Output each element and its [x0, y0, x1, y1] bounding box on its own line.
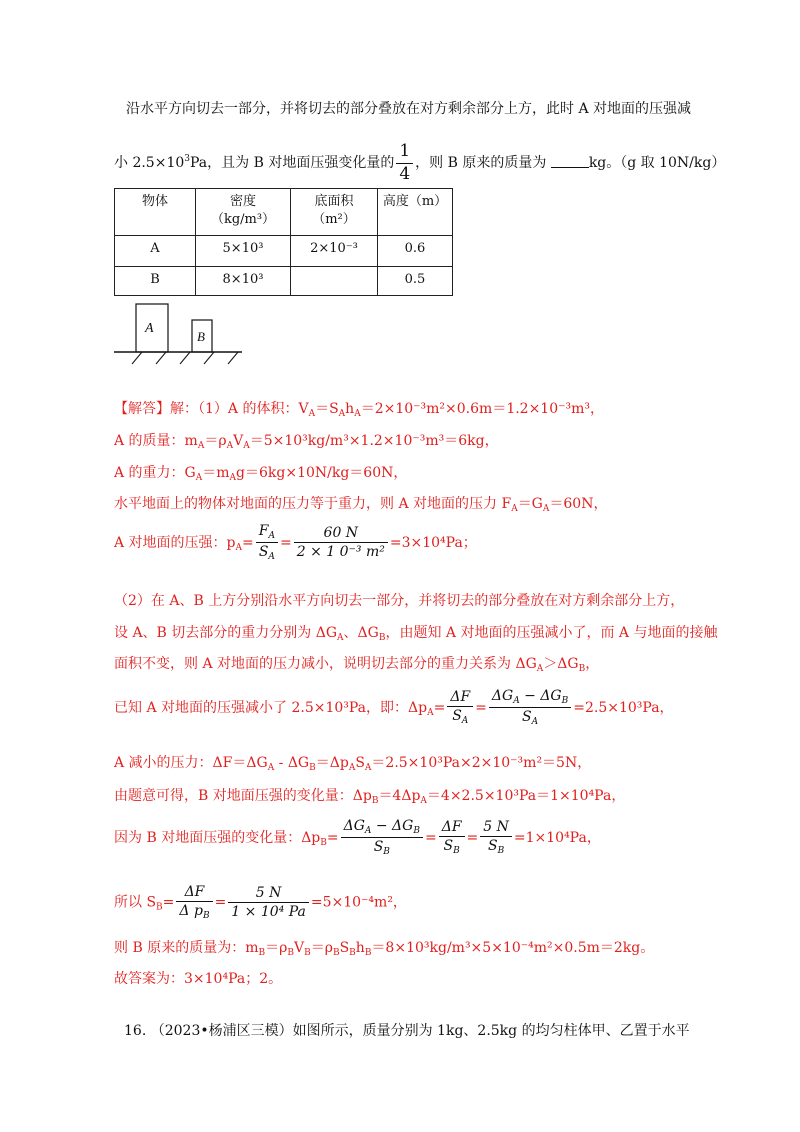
table-cell: 0.6: [378, 236, 453, 267]
table-header-cell: 密度 （kg/m³）: [196, 189, 291, 236]
table-row: [115, 267, 453, 296]
next-question: [124, 1020, 690, 1040]
solution-line-2: A 的质量：$m_A=\rho_AV_A=5\times 10^3kg/m^3\times 1.2\times 10^{-3}m^3=6kg$，: [114, 433, 499, 451]
answer-blank: [551, 155, 589, 168]
solution-line-8: 面积不变，则 A 对地面的压力减小，说明切去部分的重力关系为 $\Delta G_A>\Delta G_B$，: [114, 656, 600, 674]
solution-line-12: 因为 B 对地面压强的变化量：$\Delta p_B=$ $\frac{\Delta G_A - \Delta G_B}{S_B}$ = $\frac{\Delta F}{S_B}$ = $\frac{5 N}{S_B}$ =1×10⁴Pa，: [114, 818, 601, 858]
solution-line-13: 所以 $S_B=$ $\frac{\Delta F}{\Delta p_B}$ = $\frac{5 N}{\text{1 × 10⁴ Pa}}$ =5×10⁻⁴m²，: [114, 884, 407, 922]
ground-hatch: [132, 352, 142, 364]
table-cell: 8×10³: [196, 267, 291, 296]
table-cell: 0.5: [378, 267, 453, 296]
table-cell: [291, 267, 378, 296]
table-header-cell: 底面积 （m²）: [291, 189, 378, 236]
solution-line-14: 则 B 原来的质量为：$m_B=\rho_BV_B=\rho_BS_Bh_B=8\times 10^3kg/m^3\times 5\times 10^{-4}m^2\times 0.5m=2kg$。: [114, 940, 655, 958]
table-cell: 2×10⁻³: [291, 236, 378, 267]
properties-table: [114, 188, 453, 296]
solution-line-6: （2）在 A、B 上方分别沿水平方向切去一部分，并将切去的部分叠放在对方剩余部分上方，: [114, 593, 685, 609]
table-cell: A: [115, 236, 196, 267]
question-line-2: 小 $2.5\times 10^3Pa$，且为 B 对地面压强变化量的 $\frac{1}{4}$ ，则 B 原来的质量为 kg。（g 取 10N/kg）: [114, 141, 726, 184]
table-row: [115, 236, 453, 267]
solution-line-15: 故答案为：3×10⁴Pa；2。: [114, 971, 283, 987]
ground-hatch: [228, 352, 238, 364]
table-header-cell: 高度（m）: [378, 189, 453, 236]
blocks-figure: [112, 300, 252, 370]
ground-hatch: [180, 352, 190, 364]
solution-line-11: 由题意可得，B 对地面压强的变化量：$\Delta p_B=4\Delta p_A=4\times 2.5\times 10^3Pa=1\times 10^4Pa$，: [114, 788, 626, 806]
fraction-quarter: $\frac{1}{4}$: [396, 142, 413, 184]
solution-line-4: 水平地面上的物体对地面的压力等于重力，则 A 对地面的压力 $F_A=G_A=60N$，: [114, 496, 608, 514]
question-text: （2023•杨浦区三模）如图所示，质量分别为 1kg、2.5kg 的均匀柱体甲、乙置于水平: [150, 1023, 690, 1039]
solution-line-5: A 对地面的压强：$p_A=$ $\frac{F_A}{S_A}$ = $\frac{60 N}{\text{2 × 1 0⁻³ m²}}$ =3×10⁴Pa；: [114, 523, 477, 563]
ground-hatch: [204, 352, 214, 364]
solution-line-9: 已知 A 对地面的压强减小了 2.5×10³Pa，即：$\Delta p_A=$ $\frac{\Delta F}{S_A}$ = $\frac{\Delta G_A - \Delta G_B}{S_A}$ =2.5×10³Pa，: [114, 688, 674, 728]
ground-hatch: [156, 352, 166, 364]
block-a-label: A: [145, 321, 154, 336]
solution-line-7: 设 A、B 切去部分的重力分别为 $\Delta G_A$、$\Delta G_B$，由题知 A 对地面的压强减小了，而 A 与地面的接触: [114, 625, 718, 643]
question-number: 16.: [124, 1023, 147, 1039]
question-line-1: 沿水平方向切去一部分，并将切去的部分叠放在对方剩余部分上方，此时 A 对地面的压强减: [126, 101, 692, 117]
solution-line-10: A 减小的压力：$\Delta F=\Delta G_A - \Delta G_B=\Delta p_AS_A=2.5\times 10^3Pa\times 2\times 10^{-3}m^2=5N$，: [114, 755, 592, 773]
solution-line-3: A 的重力：$G_A=m_Ag=6kg\times 10N/kg=60N$，: [114, 465, 408, 483]
block-b-label: B: [197, 329, 205, 344]
solution-line-1: 【解答】解：（1）A 的体积：$V_A=S_Ah_A=2\times 10^{-3}m^2\times 0.6m=1.2\times 10^{-3}m^3$，: [114, 401, 605, 419]
table-cell: 5×10³: [196, 236, 291, 267]
table-header-row: [115, 189, 453, 236]
table-header-cell: 物体: [115, 189, 196, 236]
solution-tag: 【解答】: [114, 401, 170, 417]
table-cell: B: [115, 267, 196, 296]
